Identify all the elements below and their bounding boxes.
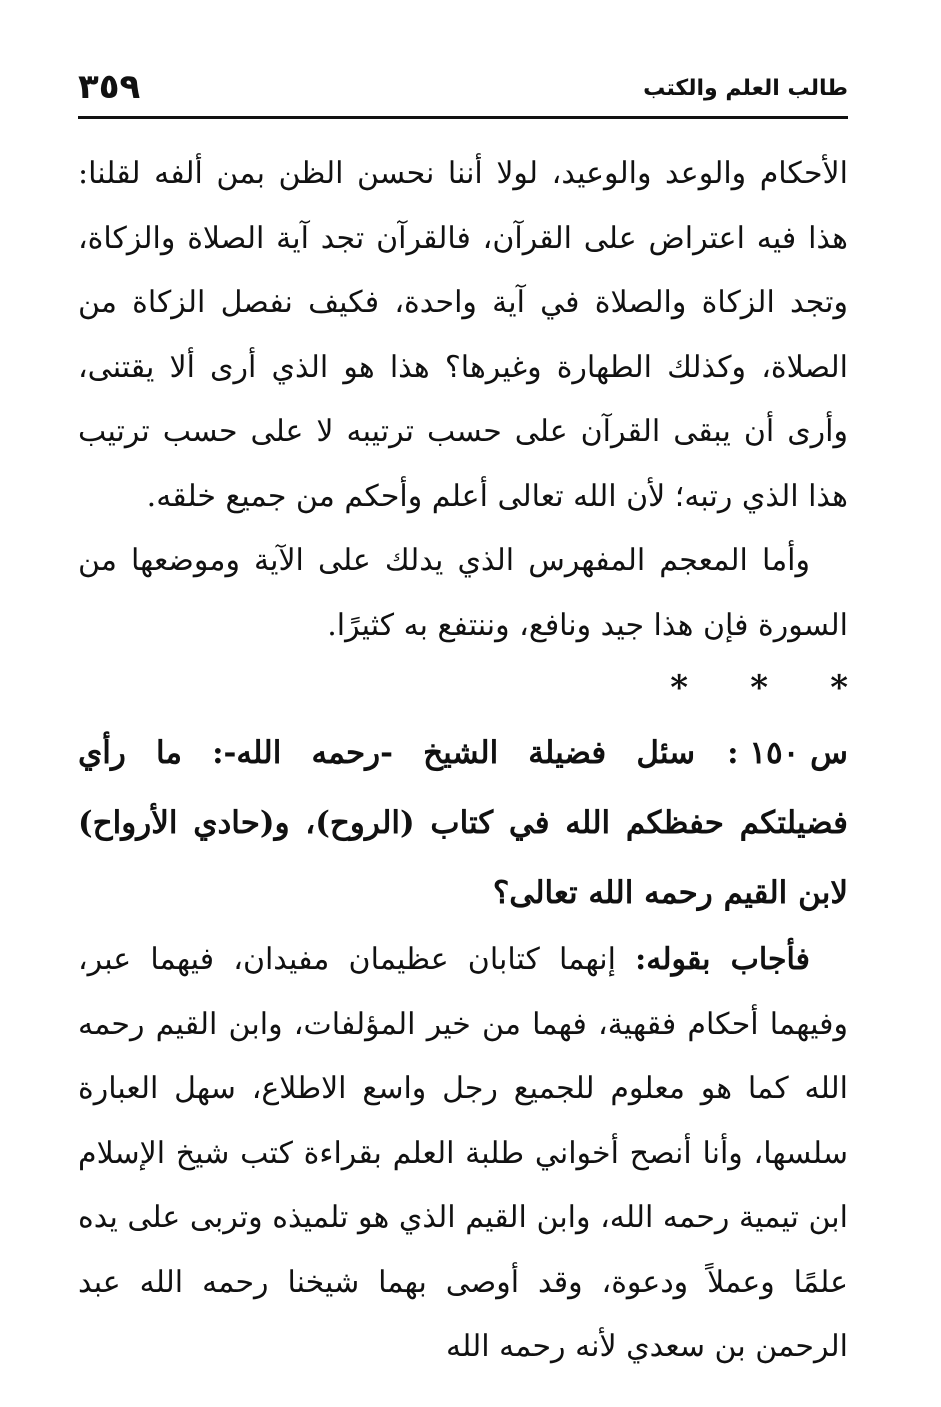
paragraph-continuation: الأحكام والوعد والوعيد، لولا أننا نحسن الظن بمن ألفه لقلنا: هذا فيه اعتراض على القرآن، فالقرآن تجد آية الصلاة والزكاة، وتجد الزكاة والصلاة في آية واحدة، فكيف نفصل الزكاة من الصلاة، وكذلك الطهارة وغيرها؟ هذا هو الذي أرى ألا يقتنى، وأرى أن يبقى القرآن على حسب ترتيبه لا على حسب ترتيب هذا الذي رتبه؛ لأن الله تعالى أعلم وأحكم من جميع خلقه.	[78, 156, 848, 514]
paragraph-mujam: وأما المعجم المفهرس الذي يدلك على الآية وموضعها من السورة فإن هذا جيد ونافع، وننتفع به كثيرًا.	[78, 543, 848, 643]
separator-star: *	[670, 668, 688, 708]
answer-paragraph	[78, 928, 848, 1380]
separator-star: *	[830, 668, 848, 708]
page-number: ٣٥٩	[78, 67, 141, 107]
page-body	[78, 142, 848, 1380]
running-title: طالب العلم والكتب	[643, 76, 848, 101]
answer-text: إنهما كتابان عظيمان مفيدان، فيهما عبر، وفيهما أحكام فقهية، فهما من خير المؤلفات، وابن القيم رحمه الله كما هو معلوم للجميع رجل واسع الاطلاع، سهل العبارة سلسها، وأنا أنصح أخواني طلبة العلم بقراءة كتب شيخ الإسلام ابن تيمية رحمه الله، وابن القيم الذي هو تلميذه وتربى على يده علمًا وعملاً ودعوة، وقد أوصى بهما شيخنا رحمه الله عبد الرحمن بن سعدي لأنه رحمه الله	[78, 942, 848, 1364]
separator-star: *	[750, 668, 768, 708]
page-header	[78, 68, 848, 108]
section-separator	[78, 658, 848, 718]
question-label: س ١٥٠ :	[727, 735, 848, 771]
question-150	[78, 718, 848, 928]
header-rule	[78, 116, 848, 119]
question-text: سئل فضيلة الشيخ -رحمه الله-: ما رأي فضيلتكم حفظكم الله في كتاب (الروح)، و(حادي الأرواح) لابن القيم رحمه الله تعالى؟	[78, 735, 848, 911]
answer-lead: فأجاب بقوله:	[635, 942, 810, 977]
